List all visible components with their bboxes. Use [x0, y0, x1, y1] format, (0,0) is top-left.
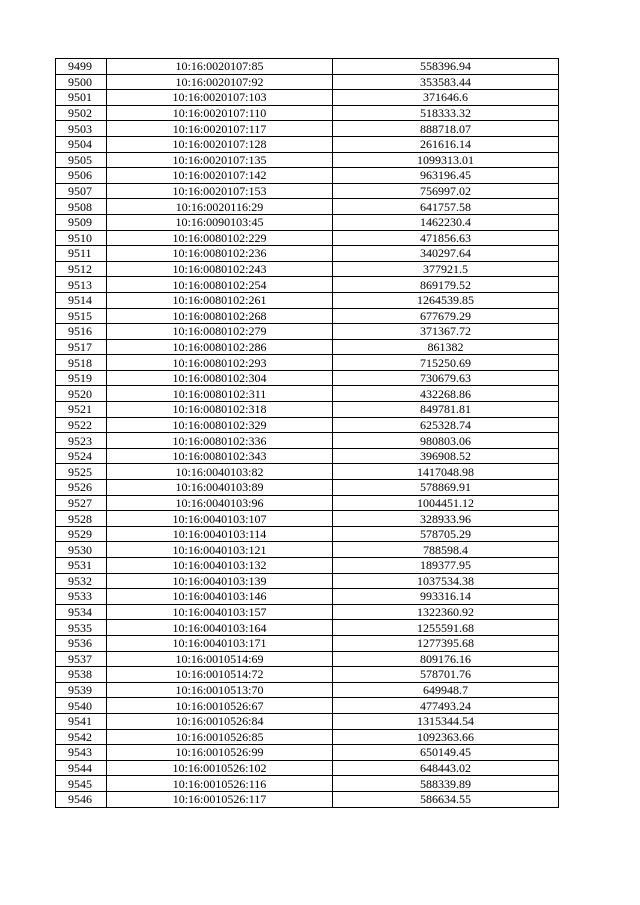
value-cell: 477493.24: [333, 698, 559, 714]
row-number-cell: 9542: [56, 729, 107, 745]
table-row: [56, 355, 559, 371]
value-cell: 328933.96: [333, 511, 559, 527]
cadastral-number-cell: 10:16:0040103:96: [107, 495, 333, 511]
cadastral-number-cell: 10:16:0020107:128: [107, 136, 333, 152]
cadastral-number-cell: 10:16:0010526:99: [107, 745, 333, 761]
value-cell: 677679.29: [333, 308, 559, 324]
table-row: [56, 339, 559, 355]
value-cell: 809176.16: [333, 651, 559, 667]
cadastral-number-cell: 10:16:0020107:92: [107, 74, 333, 90]
table-row: [56, 74, 559, 90]
value-cell: 715250.69: [333, 355, 559, 371]
value-cell: 650149.45: [333, 745, 559, 761]
row-number-cell: 9523: [56, 433, 107, 449]
value-cell: 788598.4: [333, 542, 559, 558]
table-row: [56, 776, 559, 792]
table-row: [56, 386, 559, 402]
value-cell: 1462230.4: [333, 214, 559, 230]
row-number-cell: 9500: [56, 74, 107, 90]
row-number-cell: 9503: [56, 121, 107, 137]
value-cell: 471856.63: [333, 230, 559, 246]
table-row: [56, 183, 559, 199]
cadastral-number-cell: 10:16:0040103:107: [107, 511, 333, 527]
row-number-cell: 9533: [56, 589, 107, 605]
row-number-cell: 9518: [56, 355, 107, 371]
table-row: [56, 136, 559, 152]
value-cell: 578701.76: [333, 667, 559, 683]
cadastral-number-cell: 10:16:0040103:121: [107, 542, 333, 558]
row-number-cell: 9528: [56, 511, 107, 527]
cadastral-number-cell: 10:16:0040103:82: [107, 464, 333, 480]
cadastral-number-cell: 10:16:0090103:45: [107, 214, 333, 230]
cadastral-number-cell: 10:16:0020107:110: [107, 105, 333, 121]
value-cell: 648443.02: [333, 760, 559, 776]
value-cell: 730679.63: [333, 370, 559, 386]
cadastral-number-cell: 10:16:0020107:153: [107, 183, 333, 199]
value-cell: 963196.45: [333, 168, 559, 184]
cadastral-number-cell: 10:16:0040103:132: [107, 558, 333, 574]
row-number-cell: 9530: [56, 542, 107, 558]
table-row: [56, 448, 559, 464]
value-cell: 371367.72: [333, 324, 559, 340]
value-cell: 558396.94: [333, 59, 559, 75]
table-row: [56, 620, 559, 636]
table-row: [56, 261, 559, 277]
row-number-cell: 9529: [56, 526, 107, 542]
row-number-cell: 9513: [56, 277, 107, 293]
cadastral-number-cell: 10:16:0010526:85: [107, 729, 333, 745]
table-row: [56, 168, 559, 184]
value-cell: 578869.91: [333, 480, 559, 496]
value-cell: 641757.58: [333, 199, 559, 215]
table-row: [56, 542, 559, 558]
table-row: [56, 277, 559, 293]
table-row: [56, 433, 559, 449]
cadastral-number-cell: 10:16:0010526:116: [107, 776, 333, 792]
value-cell: 649948.7: [333, 682, 559, 698]
table-row: [56, 526, 559, 542]
table-row: [56, 745, 559, 761]
cadastral-number-cell: 10:16:0010526:117: [107, 791, 333, 807]
row-number-cell: 9543: [56, 745, 107, 761]
table-row: [56, 105, 559, 121]
cadastral-value-table: [55, 58, 559, 808]
table-row: [56, 59, 559, 75]
table-row: [56, 230, 559, 246]
value-cell: 1315344.54: [333, 713, 559, 729]
value-cell: 396908.52: [333, 448, 559, 464]
row-number-cell: 9534: [56, 604, 107, 620]
value-cell: 861382: [333, 339, 559, 355]
cadastral-number-cell: 10:16:0080102:311: [107, 386, 333, 402]
table-body: [56, 59, 559, 808]
row-number-cell: 9535: [56, 620, 107, 636]
cadastral-number-cell: 10:16:0040103:89: [107, 480, 333, 496]
cadastral-number-cell: 10:16:0010526:67: [107, 698, 333, 714]
cadastral-number-cell: 10:16:0080102:254: [107, 277, 333, 293]
value-cell: 1004451.12: [333, 495, 559, 511]
value-cell: 1322360.92: [333, 604, 559, 620]
cadastral-number-cell: 10:16:0080102:343: [107, 448, 333, 464]
row-number-cell: 9501: [56, 90, 107, 106]
value-cell: 1417048.98: [333, 464, 559, 480]
cadastral-number-cell: 10:16:0080102:329: [107, 417, 333, 433]
value-cell: 1037534.38: [333, 573, 559, 589]
row-number-cell: 9520: [56, 386, 107, 402]
row-number-cell: 9512: [56, 261, 107, 277]
cadastral-number-cell: 10:16:0010526:102: [107, 760, 333, 776]
row-number-cell: 9507: [56, 183, 107, 199]
cadastral-number-cell: 10:16:0010514:72: [107, 667, 333, 683]
row-number-cell: 9515: [56, 308, 107, 324]
table-row: [56, 760, 559, 776]
row-number-cell: 9532: [56, 573, 107, 589]
value-cell: 869179.52: [333, 277, 559, 293]
table-row: [56, 292, 559, 308]
row-number-cell: 9517: [56, 339, 107, 355]
row-number-cell: 9525: [56, 464, 107, 480]
row-number-cell: 9524: [56, 448, 107, 464]
cadastral-number-cell: 10:16:0080102:286: [107, 339, 333, 355]
cadastral-number-cell: 10:16:0080102:279: [107, 324, 333, 340]
row-number-cell: 9546: [56, 791, 107, 807]
row-number-cell: 9527: [56, 495, 107, 511]
cadastral-number-cell: 10:16:0080102:293: [107, 355, 333, 371]
table-row: [56, 713, 559, 729]
table-row: [56, 698, 559, 714]
row-number-cell: 9506: [56, 168, 107, 184]
row-number-cell: 9540: [56, 698, 107, 714]
table-row: [56, 667, 559, 683]
value-cell: 980803.06: [333, 433, 559, 449]
value-cell: 993316.14: [333, 589, 559, 605]
value-cell: 1277395.68: [333, 635, 559, 651]
cadastral-number-cell: 10:16:0020107:142: [107, 168, 333, 184]
table-row: [56, 402, 559, 418]
cadastral-number-cell: 10:16:0040103:139: [107, 573, 333, 589]
table-row: [56, 635, 559, 651]
value-cell: 518333.32: [333, 105, 559, 121]
cadastral-number-cell: 10:16:0020107:135: [107, 152, 333, 168]
row-number-cell: 9502: [56, 105, 107, 121]
cadastral-number-cell: 10:16:0010526:84: [107, 713, 333, 729]
cadastral-number-cell: 10:16:0080102:243: [107, 261, 333, 277]
value-cell: 888718.07: [333, 121, 559, 137]
value-cell: 588339.89: [333, 776, 559, 792]
table-row: [56, 246, 559, 262]
cadastral-number-cell: 10:16:0040103:157: [107, 604, 333, 620]
table-row: [56, 589, 559, 605]
value-cell: 189377.95: [333, 558, 559, 574]
row-number-cell: 9545: [56, 776, 107, 792]
row-number-cell: 9521: [56, 402, 107, 418]
value-cell: 849781.81: [333, 402, 559, 418]
table-row: [56, 573, 559, 589]
value-cell: 377921.5: [333, 261, 559, 277]
row-number-cell: 9522: [56, 417, 107, 433]
table-row: [56, 480, 559, 496]
table-row: [56, 791, 559, 807]
table-row: [56, 651, 559, 667]
table-row: [56, 604, 559, 620]
cadastral-number-cell: 10:16:0020116:29: [107, 199, 333, 215]
value-cell: 353583.44: [333, 74, 559, 90]
table-row: [56, 682, 559, 698]
row-number-cell: 9537: [56, 651, 107, 667]
row-number-cell: 9514: [56, 292, 107, 308]
cadastral-number-cell: 10:16:0040103:171: [107, 635, 333, 651]
row-number-cell: 9511: [56, 246, 107, 262]
value-cell: 340297.64: [333, 246, 559, 262]
table-row: [56, 511, 559, 527]
cadastral-number-cell: 10:16:0080102:236: [107, 246, 333, 262]
table-row: [56, 308, 559, 324]
value-cell: 578705.29: [333, 526, 559, 542]
cadastral-number-cell: 10:16:0010513:70: [107, 682, 333, 698]
value-cell: 261616.14: [333, 136, 559, 152]
cadastral-number-cell: 10:16:0080102:261: [107, 292, 333, 308]
cadastral-number-cell: 10:16:0020107:117: [107, 121, 333, 137]
table-row: [56, 417, 559, 433]
cadastral-number-cell: 10:16:0020107:103: [107, 90, 333, 106]
row-number-cell: 9504: [56, 136, 107, 152]
row-number-cell: 9505: [56, 152, 107, 168]
cadastral-number-cell: 10:16:0080102:229: [107, 230, 333, 246]
value-cell: 625328.74: [333, 417, 559, 433]
table-row: [56, 729, 559, 745]
value-cell: 1264539.85: [333, 292, 559, 308]
cadastral-number-cell: 10:16:0010514:69: [107, 651, 333, 667]
table-row: [56, 558, 559, 574]
value-cell: 756997.02: [333, 183, 559, 199]
row-number-cell: 9536: [56, 635, 107, 651]
row-number-cell: 9508: [56, 199, 107, 215]
value-cell: 432268.86: [333, 386, 559, 402]
cadastral-number-cell: 10:16:0080102:304: [107, 370, 333, 386]
value-cell: 1255591.68: [333, 620, 559, 636]
row-number-cell: 9541: [56, 713, 107, 729]
row-number-cell: 9509: [56, 214, 107, 230]
table-row: [56, 152, 559, 168]
table-row: [56, 370, 559, 386]
cadastral-number-cell: 10:16:0080102:336: [107, 433, 333, 449]
row-number-cell: 9526: [56, 480, 107, 496]
cadastral-number-cell: 10:16:0040103:164: [107, 620, 333, 636]
value-cell: 1099313.01: [333, 152, 559, 168]
cadastral-number-cell: 10:16:0040103:114: [107, 526, 333, 542]
table-row: [56, 324, 559, 340]
table-row: [56, 495, 559, 511]
row-number-cell: 9531: [56, 558, 107, 574]
row-number-cell: 9544: [56, 760, 107, 776]
row-number-cell: 9499: [56, 59, 107, 75]
cadastral-number-cell: 10:16:0020107:85: [107, 59, 333, 75]
table-row: [56, 214, 559, 230]
row-number-cell: 9516: [56, 324, 107, 340]
cadastral-number-cell: 10:16:0040103:146: [107, 589, 333, 605]
row-number-cell: 9519: [56, 370, 107, 386]
row-number-cell: 9510: [56, 230, 107, 246]
value-cell: 371646.6: [333, 90, 559, 106]
table-row: [56, 464, 559, 480]
table-row: [56, 90, 559, 106]
row-number-cell: 9539: [56, 682, 107, 698]
row-number-cell: 9538: [56, 667, 107, 683]
value-cell: 1092363.66: [333, 729, 559, 745]
cadastral-number-cell: 10:16:0080102:318: [107, 402, 333, 418]
table-row: [56, 199, 559, 215]
value-cell: 586634.55: [333, 791, 559, 807]
table-row: [56, 121, 559, 137]
cadastral-number-cell: 10:16:0080102:268: [107, 308, 333, 324]
